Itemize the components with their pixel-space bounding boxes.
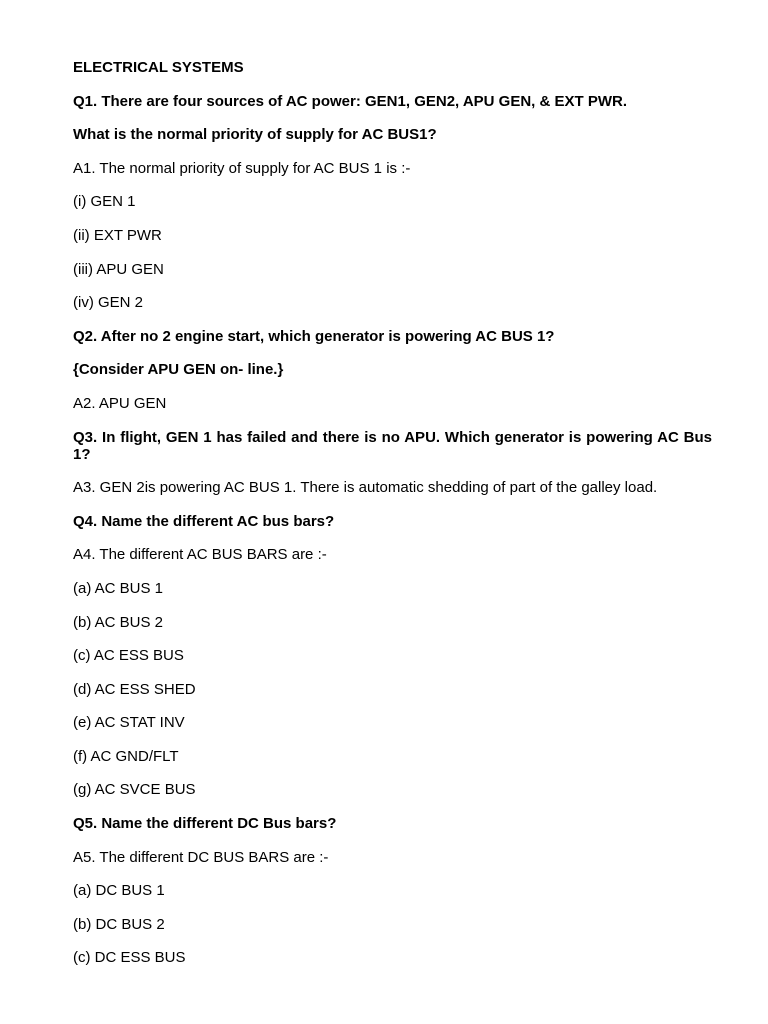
list-item: (a) DC BUS 1 <box>73 882 165 900</box>
question-1: Q1. There are four sources of AC power: GEN1, GEN2, APU GEN, & EXT PWR. <box>73 92 627 110</box>
list-item: (i) GEN 1 <box>73 193 136 211</box>
document-title: ELECTRICAL SYSTEMS <box>73 59 244 76</box>
list-item: (c) AC ESS BUS <box>73 647 184 665</box>
question-3: Q3. In flight, GEN 1 has failed and there is no APU. Which generator is powering AC Bus 1? <box>73 428 712 463</box>
question-2: Q2. After no 2 engine start, which generator is powering AC BUS 1? <box>73 327 555 345</box>
answer-4: A4. The different AC BUS BARS are :- <box>73 546 327 564</box>
list-item: (c) DC ESS BUS <box>73 949 186 967</box>
question-2-note: {Consider APU GEN on- line.} <box>73 361 284 379</box>
list-item: (d) AC ESS SHED <box>73 680 196 698</box>
list-item: (iv) GEN 2 <box>73 294 144 312</box>
list-item: (a) AC BUS 1 <box>73 579 164 597</box>
list-item: (g) AC SVCE BUS <box>73 781 196 799</box>
answer-5: A5. The different DC BUS BARS are :- <box>73 848 329 866</box>
list-item: (b) AC BUS 2 <box>73 613 164 631</box>
answer-3: A3. GEN 2is powering AC BUS 1. There is automatic shedding of part of the galley load. <box>73 479 658 497</box>
list-item: (iii) APU GEN <box>73 260 164 278</box>
list-item: (e) AC STAT INV <box>73 714 185 732</box>
list-item: (b) DC BUS 2 <box>73 915 165 933</box>
answer-2: A2. APU GEN <box>73 394 167 412</box>
list-item: (f) AC GND/FLT <box>73 747 179 765</box>
question-1-prompt: What is the normal priority of supply for AC BUS1? <box>73 126 437 144</box>
list-item: (ii) EXT PWR <box>73 226 162 244</box>
answer-1: A1. The normal priority of supply for AC BUS 1 is :- <box>73 159 411 177</box>
question-5: Q5. Name the different DC Bus bars? <box>73 815 337 833</box>
question-4: Q4. Name the different AC bus bars? <box>73 512 335 530</box>
